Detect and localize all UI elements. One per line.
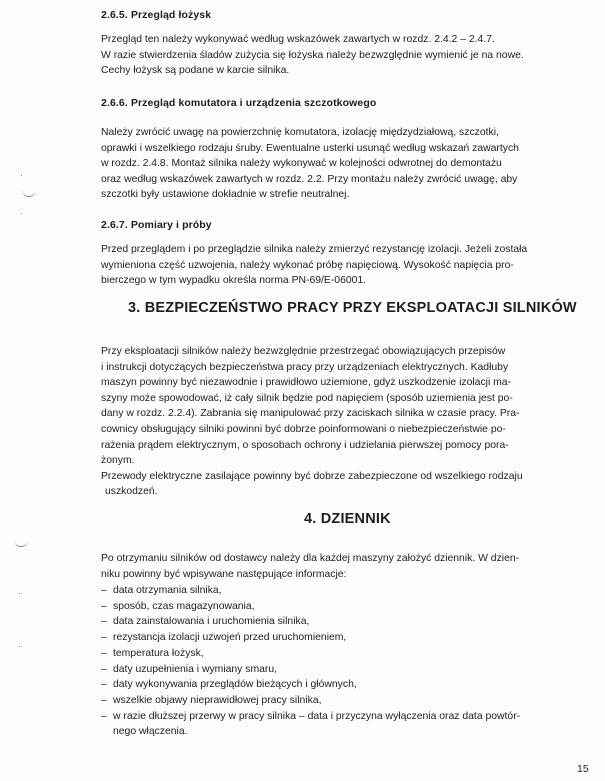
section-2-6-6-text [101,125,595,203]
scan-mark: · [20,208,23,218]
text-line: szyny może spowodować, iż cały silnik będzie pod napięciem (sposób uziemienia jest po- [101,392,513,404]
section-3-heading: 3. BEZPIECZEŃSTWO PRACY PRZY EKSPLOATACJI SILNIKÓW [128,300,577,316]
text-line: wymieniona część uzwojenia, należy wykonać próbę napięciową. Wysokość napięcia pro- [101,259,514,271]
text-line: dany w rozdz. 2.2.4). Zabrania się manipulować przy zaciskach silnika w czasie pracy. Pra- [101,408,520,420]
section-4-intro [101,551,595,582]
text-line: rażenia prądem elektrycznym, o sposobach ochrony i udzielania pierwszej pomocy pora- [101,439,509,451]
list-item-continuation: nego włączenia. [113,726,188,738]
scan-mark: · [18,588,21,598]
text-line: Przegląd ten należy wykonywać według wskazówek zawartych w rozdz. 2.4.2 – 2.4.7. [101,34,495,45]
log-info-list [101,583,595,740]
list-item: – wszelkie objawy nieprawidłowej pracy silnika, [101,694,322,706]
text-line: Przewody elektryczne zasilające powinny być dobrze zabezpieczone od wszelkiego rodzaju [101,470,523,482]
scan-mark [22,188,36,197]
text-line: maszyn powinny być niezawodnie i prawidłowo uziemione, gdyż uszkodzenie izolacji ma- [101,377,512,389]
text-line: niku powinny być wpisywane następujące informacje: [101,568,347,580]
text-line: Cechy łożysk są podane w karcie silnika. [101,65,290,77]
section-3-text [101,344,595,500]
list-item: – temperatura łożysk, [101,647,204,659]
list-item: – rezystancja izolacji uzwojeń przed uruchomieniem, [101,632,347,644]
list-item: – data otrzymania silnika, [101,585,222,596]
text-line: Należy zwrócić uwagę na powierzchnię komutatora, izolację międzydziałową, szczotki, [101,127,499,138]
text-line: cownicy obsługujący silniki powinni być dobrze poinformowani o niebezpieczeństwie po- [101,423,506,435]
section-2-6-7-text [101,242,595,289]
scan-mark: · [18,641,21,651]
text-line: Przed przeglądem i po przeglądzie silnika należy zmierzyć rezystancję izolacji. Jeżeli została [101,244,528,255]
text-line: w rozdz. 2.4.8. Montaż silnika należy wykonywać w kolejności odwrotnej do demontażu [101,158,502,170]
section-2-6-6-heading: 2.6.6. Przegląd komutatora i urządzenia szczotkowego [101,97,377,109]
section-2-6-7-heading: 2.6.7. Pomiary i próby [101,219,212,231]
text-line: bierczego w tym wypadku określa norma PN-69/E-06001. [101,275,367,287]
text-line: szczotki były ustawione dokładnie w strefie neutralnej. [101,189,350,201]
list-item: – sposób, czas magazynowania, [101,600,255,612]
text-line: uszkodzeń. [105,486,158,498]
text-line: i instrukcji dotyczących bezpieczeństwa pracy przy urządzeniach elektrycznych. Kadłuby [101,361,509,373]
list-item: – w razie dłuższej przerwy w pracy silnika – data i przyczyna wyłączenia oraz data powtór- nego włączenia. [101,709,595,740]
text-line: żonym. [101,455,135,467]
text-line: W razie stwierdzenia śladów zużycia się łożyska należy bezwzględnie wymienić je na nowe. [101,49,524,61]
text-line: Przy eksploatacji silników należy bezwzględnie przestrzegać obowiązujących przepisów [101,346,506,357]
section-2-6-5-heading: 2.6.5. Przegląd łożysk [101,9,212,21]
text-line: oprawki i wszelkiego rodzaju śruby. Ewentualne usterki usunąć według wskazań zawartych [101,142,519,154]
scan-mark: · [20,170,23,180]
text-line: oraz według wskazówek zawartych w rozdz. 2.2. Przy montażu należy zwrócić uwagę, aby [101,173,518,185]
scan-mark [14,540,28,547]
list-item: – daty uzupełnienia i wymiany smaru, [101,663,278,675]
list-item: – data zainstalowania i uruchomienia silnika, [101,616,310,628]
page-number: 15 [577,763,589,775]
section-2-6-5-text [101,32,595,79]
section-4-heading: 4. DZIENNIK [304,511,391,527]
list-item: – daty wykonywania przeglądów bieżących i głównych, [101,679,357,691]
text-line: Po otrzymaniu silników od dostawcy należy dla każdej maszyny założyć dziennik. W dzien- [101,553,520,564]
